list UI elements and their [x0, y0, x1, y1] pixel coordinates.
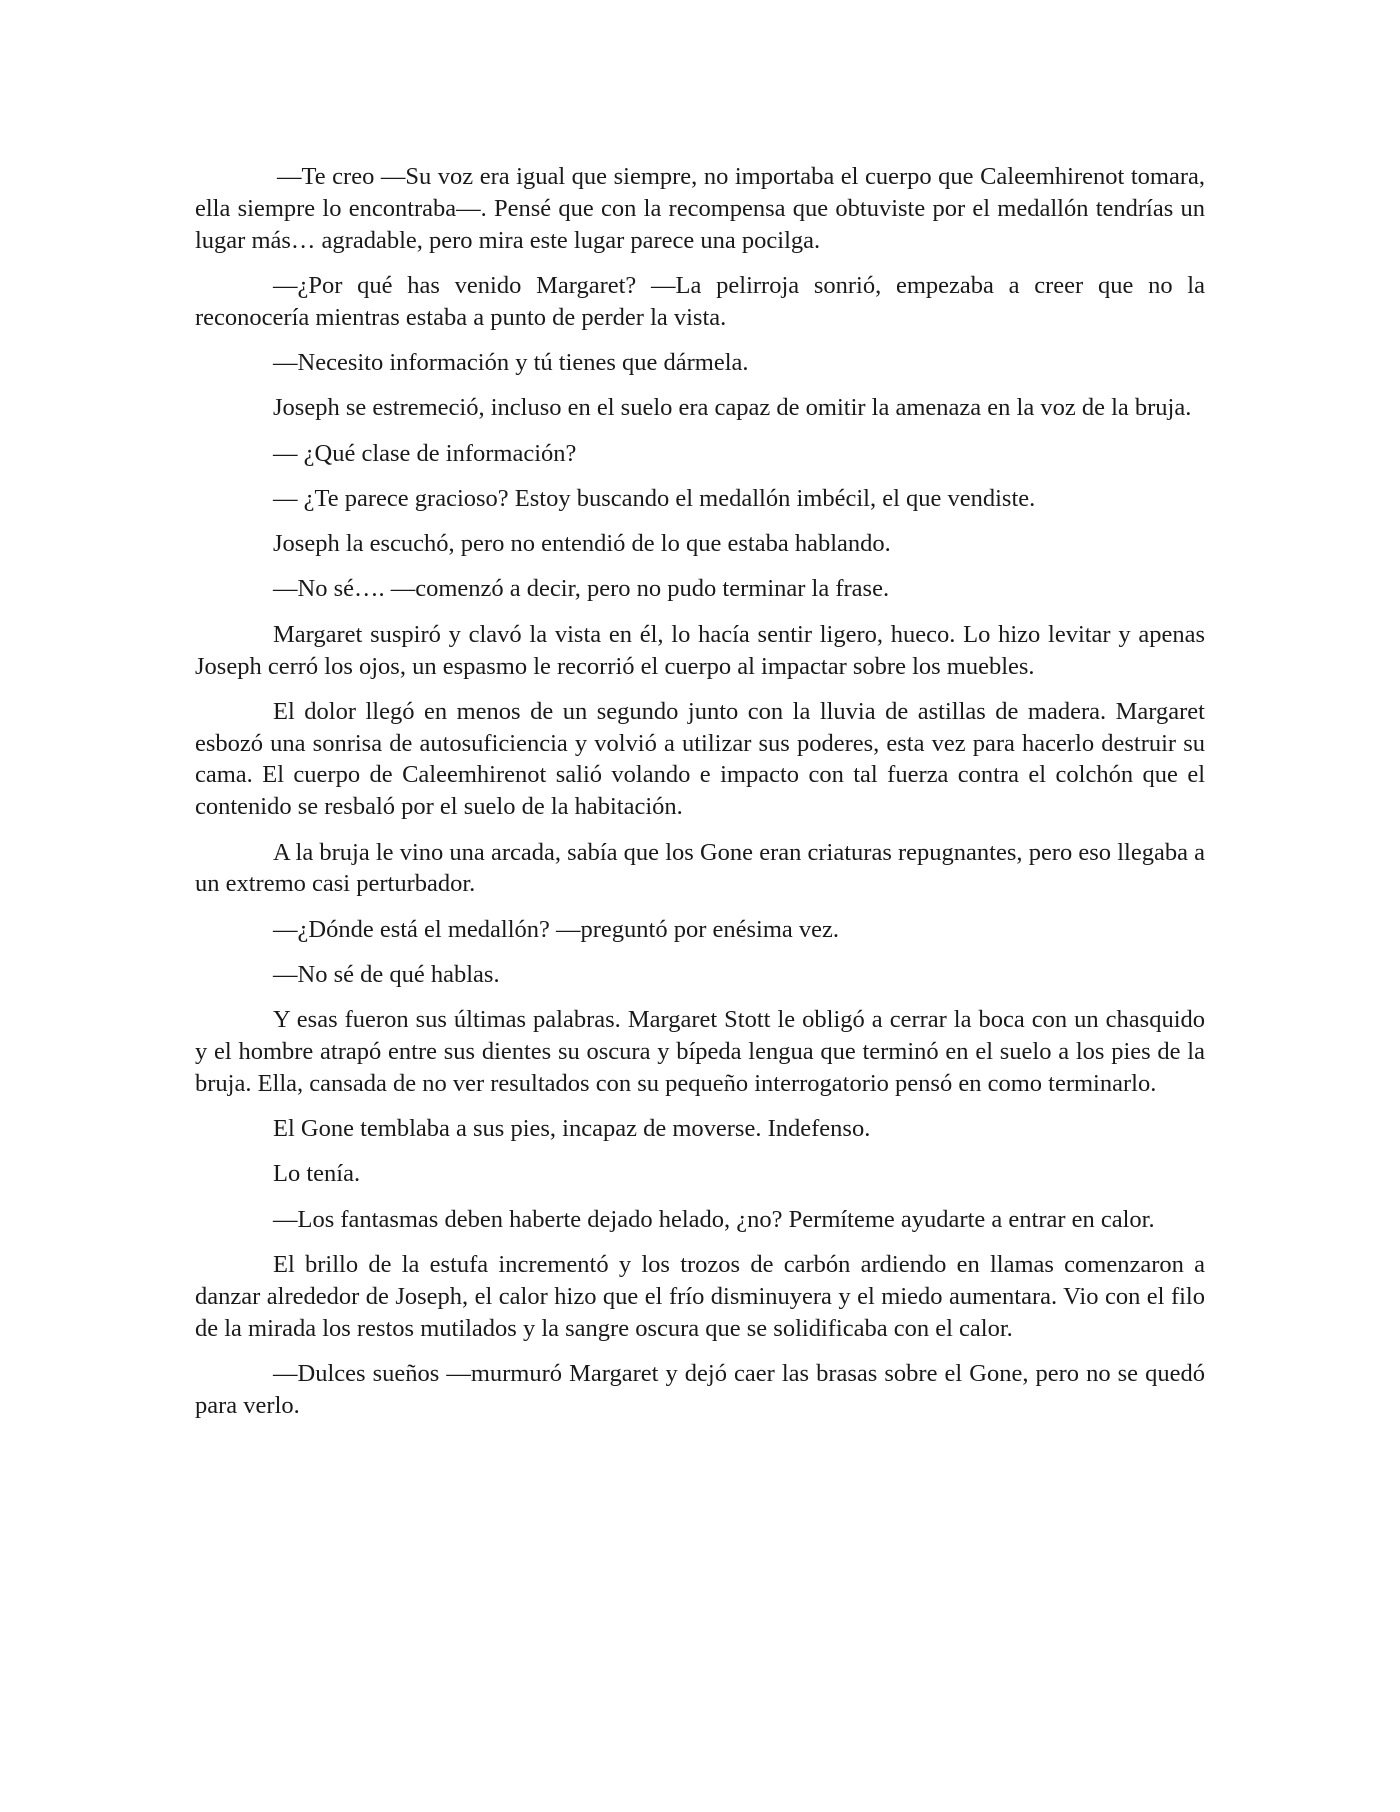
paragraph: Margaret suspiró y clavó la vista en él, lo hacía sentir ligero, hueco. Lo hizo levitar y apenas Joseph cerró los ojos, un espasmo le recorrió el cuerpo al impactar sobre los muebles. [195, 620, 1205, 680]
paragraph: —¿Dónde está el medallón? —preguntó por enésima vez. [273, 915, 840, 943]
paragraph: — ¿Qué clase de información? [273, 439, 577, 467]
paragraph: —Necesito información y tú tienes que dármela. [273, 348, 749, 376]
paragraph: —Dulces sueños —murmuró Margaret y dejó caer las brasas sobre el Gone, pero no se quedó para verlo. [195, 1359, 1205, 1419]
paragraph: —Los fantasmas deben haberte dejado helado, ¿no? Permíteme ayudarte a entrar en calor. [273, 1205, 1155, 1233]
paragraph: El brillo de la estufa incrementó y los trozos de carbón ardiendo en llamas comenzaron a danzar alrededor de Joseph, el calor hizo que el frío disminuyera y el miedo aumentara. Vio con el filo de la mirada los restos mutilados y la sangre oscura que se solidificaba con el calor. [195, 1251, 1205, 1342]
paragraph: —No sé de qué hablas. [273, 960, 500, 988]
paragraph: Joseph se estremeció, incluso en el suelo era capaz de omitir la amenaza en la voz de la bruja. [273, 394, 1192, 422]
paragraph: —Te creo —Su voz era igual que siempre, no importaba el cuerpo que Caleemhirenot tomara, ella siempre lo encontraba—. Pensé que con la recompensa que obtuviste por el medallón tendrías un lugar más… agradable, pero mira este lugar parece una pocilga. [195, 163, 1205, 254]
paragraph: — ¿Te parece gracioso? Estoy buscando el medallón imbécil, el que vendiste. [273, 484, 1036, 512]
paragraph: Joseph la escuchó, pero no entendió de lo que estaba hablando. [273, 530, 891, 558]
paragraph: —¿Por qué has venido Margaret? —La pelirroja sonrió, empezaba a creer que no la reconocería mientras estaba a punto de perder la vista. [195, 271, 1205, 331]
paragraph: El Gone temblaba a sus pies, incapaz de moverse. Indefenso. [273, 1115, 871, 1143]
paragraph: Y esas fueron sus últimas palabras. Margaret Stott le obligó a cerrar la boca con un chasquido y el hombre atrapó entre sus dientes su oscura y bípeda lengua que terminó en el suelo a los pies de la bruja. Ella, cansada de no ver resultados con su pequeño interrogatorio pensó en como terminarlo. [195, 1006, 1205, 1097]
paragraph: A la bruja le vino una arcada, sabía que los Gone eran criaturas repugnantes, pero eso llegaba a un extremo casi perturbador. [195, 838, 1205, 898]
paragraph: —No sé…. —comenzó a decir, pero no pudo terminar la frase. [273, 575, 890, 603]
paragraph: El dolor llegó en menos de un segundo junto con la lluvia de astillas de madera. Margaret esbozó una sonrisa de autosuficiencia y volvió a utilizar sus poderes, esta vez para hacerlo destruir su cama. El cuerpo de Caleemhirenot salió volando e impacto con tal fuerza contra el colchón que el contenido se resbaló por el suelo de la habitación. [195, 697, 1205, 821]
body-text [195, 161, 1205, 1435]
paragraph: Lo tenía. [273, 1160, 361, 1188]
